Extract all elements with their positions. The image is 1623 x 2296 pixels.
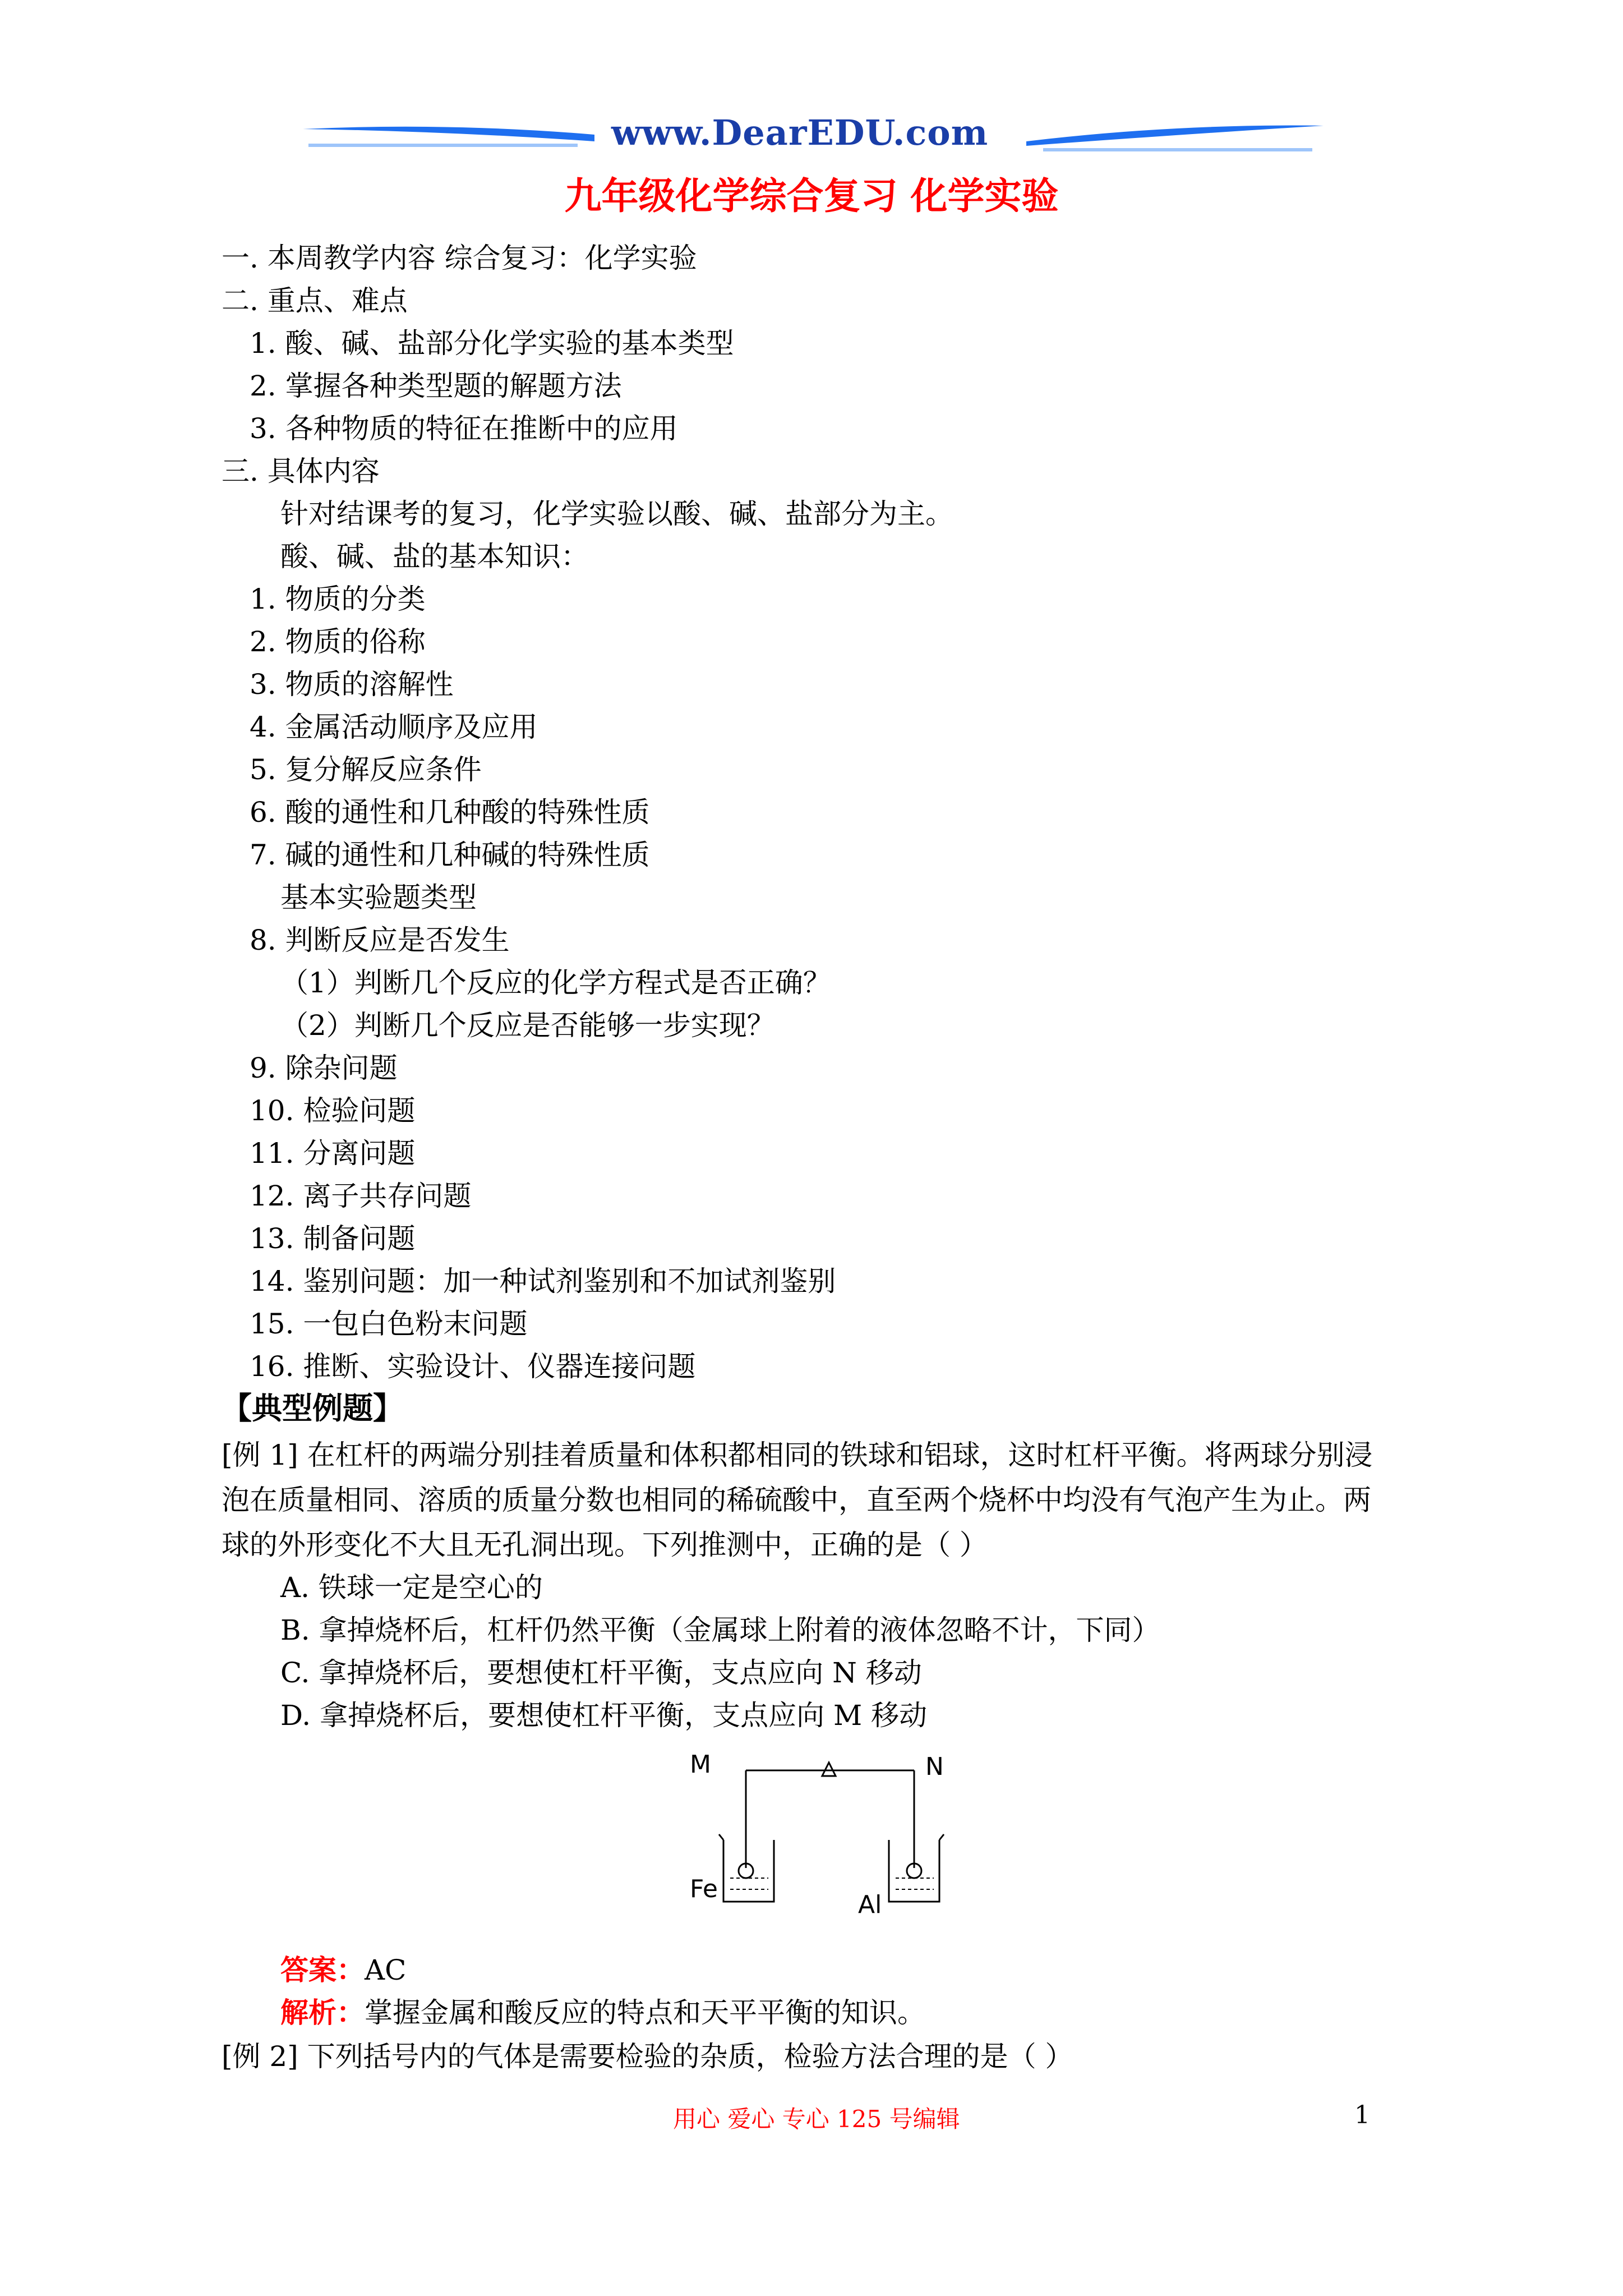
site-banner: www.DearEDU.com [611,112,989,153]
text-line: 基本实验题类型 [280,881,477,914]
text-line: 16. 推断、实验设计、仪器连接问题 [250,1350,696,1383]
page-title: 九年级化学综合复习 化学实验 [564,174,1059,218]
text-line: 3. 物质的溶解性 [250,668,454,701]
label-al: Al [858,1890,882,1919]
option-c: C. 拿掉烧杯后，要想使杠杆平衡，支点应向 N 移动 [280,1657,922,1689]
explanation-line [280,1996,925,2030]
page-number: 1 [1354,2101,1370,2129]
text-line: 酸、碱、盐的基本知识： [280,540,589,573]
label-n: N [925,1752,944,1781]
text-line: [例 2] 下列括号内的气体是需要检验的杂质，检验方法合理的是（ ） [222,2040,1073,2073]
explanation-text: 掌握金属和酸反应的特点和天平平衡的知识。 [365,1996,925,2029]
text-line: 15. 一包白色粉末问题 [250,1308,528,1340]
text-line: 14. 鉴别问题：加一种试剂鉴别和不加试剂鉴别 [250,1265,836,1297]
label-fe: Fe [690,1875,718,1903]
lever-diagram [690,1750,959,1924]
text-line: 3. 各种物质的特征在推断中的应用 [250,412,678,445]
explanation-label: 解析： [280,1996,365,2029]
text-line: 9. 除杂问题 [250,1052,398,1084]
text-line: 1. 物质的分类 [250,583,426,615]
option-b: B. 拿掉烧杯后，杠杆仍然平衡（金属球上附着的液体忽略不计，下同） [280,1614,1160,1646]
text-line: 2. 物质的俗称 [250,625,426,658]
option-a: A. 铁球一定是空心的 [280,1571,543,1604]
text-line: 2. 掌握各种类型题的解题方法 [250,370,622,402]
text-line: 11. 分离问题 [250,1137,416,1170]
text-line: （1）判断几个反应的化学方程式是否正确？ [280,967,831,999]
left-beaker-icon [723,1840,774,1902]
text-line: 10. 检验问题 [250,1094,416,1127]
text-line: 二. 重点、难点 [222,284,408,317]
text-line: [例 1] 在杠杆的两端分别挂着质量和体积都相同的铁球和铝球，这时杠杆平衡。将两球分别浸 [222,1439,1373,1471]
text-line: 针对结课考的复习，化学实验以酸、碱、盐部分为主。 [280,498,953,530]
text-line: 8. 判断反应是否发生 [250,924,510,956]
answer-value: AC [365,1954,407,1986]
answer-line [280,1953,406,1987]
text-line: 泡在质量相同、溶质的质量分数也相同的稀硫酸中，直至两个烧杯中均没有气泡产生为止。两 [222,1484,1371,1516]
option-d: D. 拿掉烧杯后，要想使杠杆平衡，支点应向 M 移动 [280,1699,928,1732]
text-line: 球的外形变化不大且无孔洞出现。下列推测中，正确的是（ ） [222,1529,988,1561]
text-line: 13. 制备问题 [250,1222,416,1255]
text-line: 三. 具体内容 [222,455,380,487]
text-line: 6. 酸的通性和几种酸的特殊性质 [250,796,650,829]
section-heading: 【典型例题】 [222,1390,403,1426]
text-line: 5. 复分解反应条件 [250,753,482,786]
answer-label: 答案： [280,1953,365,1986]
text-line: 1. 酸、碱、盐部分化学实验的基本类型 [250,327,734,360]
text-line: 一. 本周教学内容 综合复习：化学实验 [222,242,697,274]
text-line: 12. 离子共存问题 [250,1180,472,1212]
label-m: M [690,1750,711,1779]
text-line: 7. 碱的通性和几种碱的特殊性质 [250,839,650,871]
text-line: 4. 金属活动顺序及应用 [250,711,538,743]
fulcrum-icon [822,1763,836,1776]
text-line: （2）判断几个反应是否能够一步实现？ [280,1009,775,1042]
footer-text: 用心 爱心 专心 125 号编辑 [673,2105,960,2133]
